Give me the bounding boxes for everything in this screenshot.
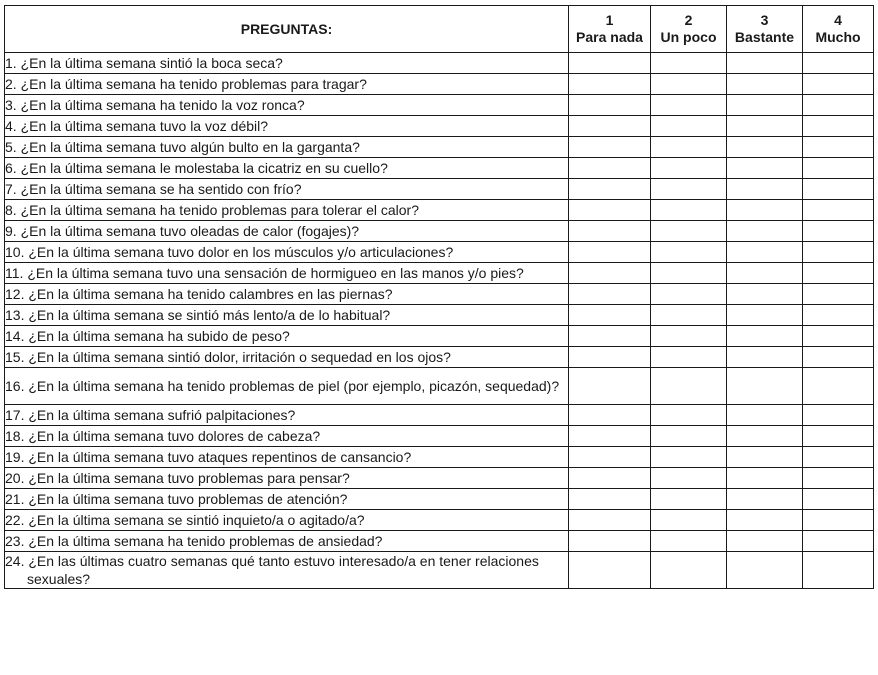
answer-cell-option-1[interactable] [569, 447, 651, 468]
answer-cell-option-1[interactable] [569, 137, 651, 158]
answer-cell-option-2[interactable] [651, 284, 727, 305]
question-text: 15. ¿En la última semana sintió dolor, irritación o sequedad en los ojos? [5, 349, 451, 365]
answer-cell-option-2[interactable] [651, 531, 727, 552]
answer-cell-option-4[interactable] [803, 242, 874, 263]
question-text-cell [5, 510, 569, 531]
answer-cell-option-4[interactable] [803, 116, 874, 137]
answer-cell-option-4[interactable] [803, 200, 874, 221]
answer-cell-option-2[interactable] [651, 137, 727, 158]
question-text: 11. ¿En la última semana tuvo una sensación de hormigueo en las manos y/o pies? [5, 265, 524, 281]
question-text: 6. ¿En la última semana le molestaba la cicatriz en su cuello? [5, 160, 388, 176]
answer-cell-option-1[interactable] [569, 468, 651, 489]
question-text: 19. ¿En la última semana tuvo ataques repentinos de cansancio? [5, 449, 412, 465]
question-text-cell [5, 426, 569, 447]
question-text: 22. ¿En la última semana se sintió inquieto/a o agitado/a? [5, 512, 365, 528]
question-row [5, 368, 874, 405]
answer-cell-option-4[interactable] [803, 179, 874, 200]
answer-cell-option-2[interactable] [651, 221, 727, 242]
answer-cell-option-1[interactable] [569, 158, 651, 179]
answer-cell-option-1[interactable] [569, 552, 651, 589]
answer-cell-option-1[interactable] [569, 405, 651, 426]
question-text: 13. ¿En la última semana se sintió más lento/a de lo habitual? [5, 307, 391, 323]
question-row [5, 284, 874, 305]
question-text-cell [5, 221, 569, 242]
answer-cell-option-3[interactable] [727, 95, 803, 116]
answer-cell-option-4[interactable] [803, 53, 874, 74]
option-header-3 [727, 6, 803, 53]
answer-cell-option-3[interactable] [727, 221, 803, 242]
answer-cell-option-1[interactable] [569, 242, 651, 263]
answer-cell-option-3[interactable] [727, 468, 803, 489]
question-text-cell [5, 137, 569, 158]
answer-cell-option-2[interactable] [651, 53, 727, 74]
answer-cell-option-2[interactable] [651, 468, 727, 489]
answer-cell-option-3[interactable] [727, 116, 803, 137]
answer-cell-option-2[interactable] [651, 489, 727, 510]
answer-cell-option-4[interactable] [803, 510, 874, 531]
question-row [5, 200, 874, 221]
answer-cell-option-3[interactable] [727, 405, 803, 426]
answer-cell-option-1[interactable] [569, 305, 651, 326]
answer-cell-option-3[interactable] [727, 74, 803, 95]
answer-cell-option-2[interactable] [651, 405, 727, 426]
answer-cell-option-3[interactable] [727, 426, 803, 447]
question-text-cell [5, 468, 569, 489]
answer-cell-option-2[interactable] [651, 263, 727, 284]
answer-cell-option-4[interactable] [803, 468, 874, 489]
answer-cell-option-2[interactable] [651, 447, 727, 468]
question-text-cell [5, 242, 569, 263]
question-text-cell [5, 95, 569, 116]
answer-cell-option-4[interactable] [803, 158, 874, 179]
answer-cell-option-3[interactable] [727, 531, 803, 552]
question-text: 1. ¿En la última semana sintió la boca seca? [5, 55, 283, 71]
question-row [5, 116, 874, 137]
answer-cell-option-1[interactable] [569, 347, 651, 368]
answer-cell-option-4[interactable] [803, 489, 874, 510]
answer-cell-option-1[interactable] [569, 263, 651, 284]
answer-cell-option-3[interactable] [727, 158, 803, 179]
answer-cell-option-1[interactable] [569, 531, 651, 552]
answer-cell-option-1[interactable] [569, 179, 651, 200]
option-number: 1 [605, 12, 614, 28]
question-text-cell [5, 74, 569, 95]
question-text: 24. ¿En las últimas cuatro semanas qué tanto estuvo interesado/a en tener relaciones sexuales? [5, 553, 539, 587]
option-header-1 [569, 6, 651, 53]
question-row [5, 531, 874, 552]
question-row [5, 305, 874, 326]
answer-cell-option-3[interactable] [727, 489, 803, 510]
answer-cell-option-4[interactable] [803, 326, 874, 347]
question-text-cell [5, 53, 569, 74]
answer-cell-option-4[interactable] [803, 405, 874, 426]
answer-cell-option-3[interactable] [727, 263, 803, 284]
answer-cell-option-4[interactable] [803, 95, 874, 116]
question-row [5, 552, 874, 589]
answer-cell-option-4[interactable] [803, 347, 874, 368]
answer-cell-option-4[interactable] [803, 221, 874, 242]
answer-cell-option-3[interactable] [727, 200, 803, 221]
question-text: 17. ¿En la última semana sufrió palpitaciones? [5, 407, 296, 423]
question-text-cell [5, 179, 569, 200]
answer-cell-option-4[interactable] [803, 263, 874, 284]
question-text-cell [5, 305, 569, 326]
question-row [5, 510, 874, 531]
question-text: 23. ¿En la última semana ha tenido problemas de ansiedad? [5, 533, 383, 549]
question-text-cell [5, 263, 569, 284]
answer-cell-option-4[interactable] [803, 74, 874, 95]
question-text: 8. ¿En la última semana ha tenido problemas para tolerar el calor? [5, 202, 419, 218]
option-label: Bastante [734, 29, 795, 45]
answer-cell-option-1[interactable] [569, 326, 651, 347]
question-text: 16. ¿En la última semana ha tenido problemas de piel (por ejemplo, picazón, sequedad)? [5, 378, 560, 394]
answer-cell-option-1[interactable] [569, 200, 651, 221]
answer-cell-option-4[interactable] [803, 137, 874, 158]
answer-cell-option-2[interactable] [651, 347, 727, 368]
questionnaire-table [4, 5, 874, 589]
answer-cell-option-1[interactable] [569, 510, 651, 531]
answer-cell-option-1[interactable] [569, 489, 651, 510]
question-text-cell [5, 489, 569, 510]
question-row [5, 468, 874, 489]
answer-cell-option-1[interactable] [569, 53, 651, 74]
answer-cell-option-2[interactable] [651, 95, 727, 116]
answer-cell-option-3[interactable] [727, 447, 803, 468]
answer-cell-option-3[interactable] [727, 510, 803, 531]
question-row [5, 347, 874, 368]
question-text-cell [5, 158, 569, 179]
question-row [5, 53, 874, 74]
answer-cell-option-3[interactable] [727, 552, 803, 589]
option-label: Un poco [660, 29, 717, 45]
question-text-cell [5, 116, 569, 137]
question-text: 4. ¿En la última semana tuvo la voz débil? [5, 118, 269, 134]
question-text-cell [5, 347, 569, 368]
question-text-cell [5, 447, 569, 468]
answer-cell-option-1[interactable] [569, 368, 651, 405]
answer-cell-option-3[interactable] [727, 326, 803, 347]
question-row [5, 95, 874, 116]
option-number: 2 [684, 12, 693, 28]
question-text: 12. ¿En la última semana ha tenido calambres en las piernas? [5, 286, 393, 302]
option-label: Mucho [815, 29, 861, 45]
question-row [5, 426, 874, 447]
answer-cell-option-3[interactable] [727, 347, 803, 368]
answer-cell-option-1[interactable] [569, 426, 651, 447]
option-number: 4 [834, 12, 842, 28]
answer-cell-option-4[interactable] [803, 368, 874, 405]
question-text: 9. ¿En la última semana tuvo oleadas de calor (fogajes)? [5, 223, 360, 239]
answer-cell-option-3[interactable] [727, 368, 803, 405]
question-text-cell [5, 552, 569, 589]
answer-cell-option-4[interactable] [803, 531, 874, 552]
answer-cell-option-2[interactable] [651, 242, 727, 263]
question-text-cell [5, 405, 569, 426]
question-row [5, 74, 874, 95]
question-row [5, 221, 874, 242]
answer-cell-option-2[interactable] [651, 74, 727, 95]
answer-cell-option-2[interactable] [651, 179, 727, 200]
answer-cell-option-4[interactable] [803, 447, 874, 468]
option-label: Para nada [576, 29, 643, 45]
question-text: 18. ¿En la última semana tuvo dolores de cabeza? [5, 428, 321, 444]
answer-cell-option-2[interactable] [651, 200, 727, 221]
question-row [5, 263, 874, 284]
question-text: 10. ¿En la última semana tuvo dolor en los músculos y/o articulaciones? [5, 244, 454, 260]
question-row [5, 242, 874, 263]
answer-cell-option-2[interactable] [651, 552, 727, 589]
answer-cell-option-1[interactable] [569, 116, 651, 137]
option-number: 3 [760, 12, 769, 28]
questions-body [5, 53, 874, 589]
answer-cell-option-2[interactable] [651, 158, 727, 179]
questions-column-header: PREGUNTAS: [5, 6, 569, 53]
question-text: 20. ¿En la última semana tuvo problemas para pensar? [5, 470, 350, 486]
question-row [5, 489, 874, 510]
answer-cell-option-3[interactable] [727, 305, 803, 326]
answer-cell-option-2[interactable] [651, 116, 727, 137]
answer-cell-option-3[interactable] [727, 179, 803, 200]
answer-cell-option-1[interactable] [569, 221, 651, 242]
answer-cell-option-3[interactable] [727, 137, 803, 158]
answer-cell-option-3[interactable] [727, 53, 803, 74]
answer-cell-option-1[interactable] [569, 284, 651, 305]
answer-cell-option-2[interactable] [651, 426, 727, 447]
answer-cell-option-2[interactable] [651, 326, 727, 347]
option-header-4 [803, 6, 874, 53]
answer-cell-option-4[interactable] [803, 284, 874, 305]
answer-cell-option-4[interactable] [803, 552, 874, 589]
answer-cell-option-3[interactable] [727, 284, 803, 305]
question-row [5, 326, 874, 347]
answer-cell-option-4[interactable] [803, 426, 874, 447]
question-text: 14. ¿En la última semana ha subido de peso? [5, 328, 290, 344]
answer-cell-option-1[interactable] [569, 74, 651, 95]
answer-cell-option-2[interactable] [651, 510, 727, 531]
answer-cell-option-1[interactable] [569, 95, 651, 116]
question-row [5, 405, 874, 426]
question-text-cell [5, 326, 569, 347]
question-text: 5. ¿En la última semana tuvo algún bulto en la garganta? [5, 139, 360, 155]
answer-cell-option-2[interactable] [651, 368, 727, 405]
question-text-cell [5, 368, 569, 405]
question-text: 21. ¿En la última semana tuvo problemas de atención? [5, 491, 348, 507]
question-row [5, 447, 874, 468]
question-row [5, 158, 874, 179]
option-header-2 [651, 6, 727, 53]
question-text-cell [5, 284, 569, 305]
question-text-cell [5, 531, 569, 552]
answer-cell-option-4[interactable] [803, 305, 874, 326]
question-row [5, 179, 874, 200]
question-row [5, 137, 874, 158]
question-text: 3. ¿En la última semana ha tenido la voz ronca? [5, 97, 305, 113]
question-text: 2. ¿En la última semana ha tenido problemas para tragar? [5, 76, 367, 92]
question-text: 7. ¿En la última semana se ha sentido con frío? [5, 181, 302, 197]
header-row [5, 6, 874, 53]
question-text-cell [5, 200, 569, 221]
answer-cell-option-2[interactable] [651, 305, 727, 326]
answer-cell-option-3[interactable] [727, 242, 803, 263]
